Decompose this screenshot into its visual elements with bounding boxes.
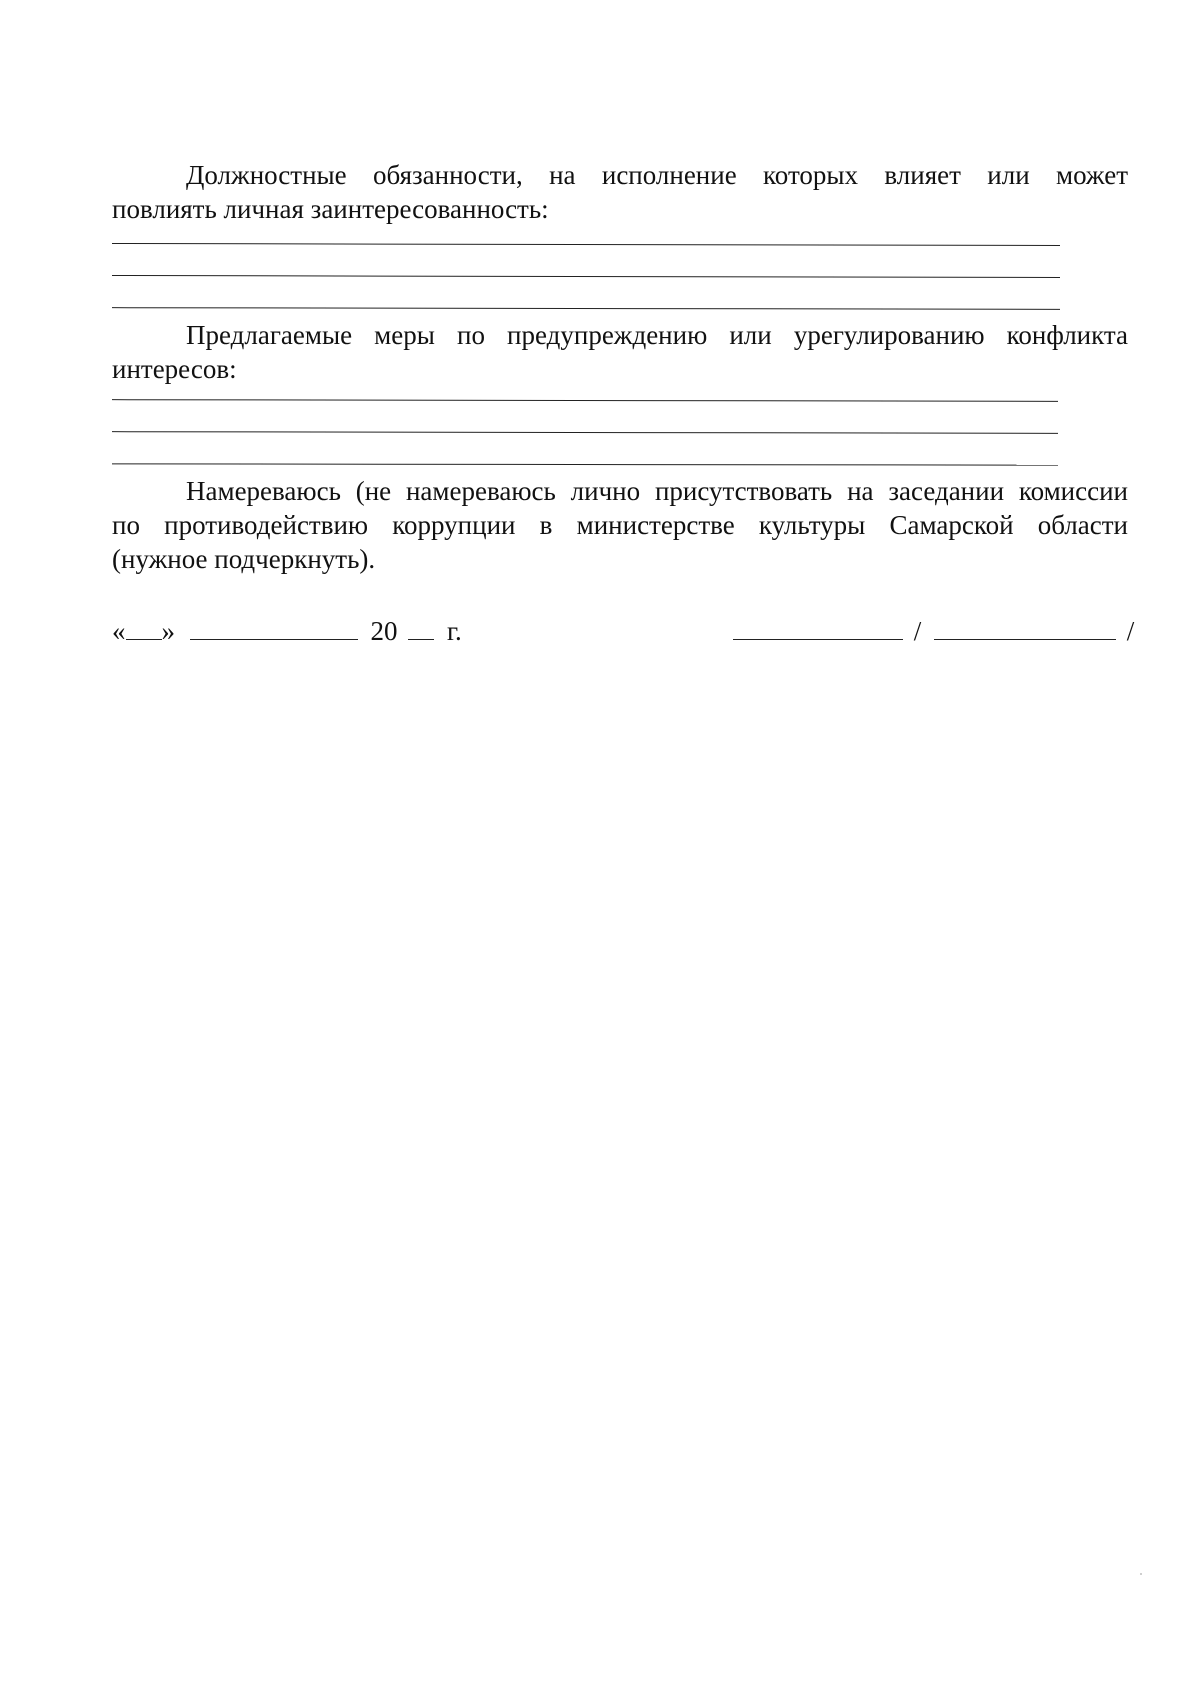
date-year-suffix: г. <box>447 616 462 646</box>
date-open-quote: « <box>112 616 126 646</box>
duties-text-line-1: Должностные обязанности, на исполнение которых влияет или может <box>186 160 1128 190</box>
date-month-blank[interactable] <box>190 617 358 640</box>
signature-field <box>733 614 1134 648</box>
duties-fill-line-3[interactable] <box>112 307 1060 310</box>
intent-paragraph <box>112 474 1128 576</box>
signature-name-blank[interactable] <box>934 617 1116 640</box>
date-year-prefix: 20 <box>370 616 398 646</box>
signature-separator-2: / <box>1126 616 1135 646</box>
measures-paragraph <box>112 318 1128 386</box>
measures-fill-line-2[interactable] <box>112 431 1058 434</box>
duties-text-line-2: повлиять личная заинтересованность: <box>112 194 549 224</box>
date-close-quote: » <box>161 616 175 646</box>
scan-speck <box>1140 1573 1142 1575</box>
intent-text-line-1: Намереваюсь (не намереваюсь лично присутствовать на заседании комиссии <box>186 476 1128 506</box>
duties-paragraph <box>112 158 1128 226</box>
date-year-blank[interactable] <box>408 617 434 640</box>
duties-fill-line-2[interactable] <box>112 275 1060 278</box>
measures-text-line-1: Предлагаемые меры по предупреждению или урегулированию конфликта <box>186 320 1128 350</box>
signature-separator-1: / <box>913 616 922 646</box>
measures-fill-line-3[interactable] <box>112 463 1058 465</box>
intent-text-line-3: (нужное подчеркнуть). <box>112 544 376 574</box>
signature-blank[interactable] <box>733 617 903 640</box>
date-field <box>112 614 462 648</box>
intent-text-line-2: по противодействию коррупции в министерстве культуры Самарской области <box>112 510 1128 540</box>
date-day-blank[interactable] <box>126 617 162 640</box>
measures-text-line-2: интересов: <box>112 354 237 384</box>
duties-fill-line-1[interactable] <box>112 243 1060 246</box>
measures-fill-line-1[interactable] <box>112 399 1058 402</box>
